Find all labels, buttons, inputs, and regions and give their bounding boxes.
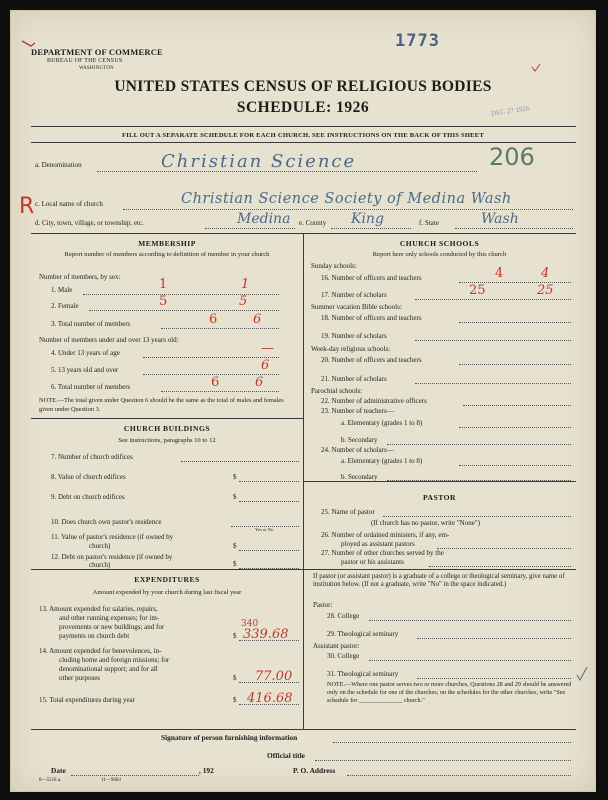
denomination-label: a. Denomination [35,161,82,169]
q24b-label: b. Secondary [341,473,378,481]
county-label: e. County [299,219,327,227]
q12-label-cont: church) [89,561,111,569]
denomination-code: 206 [489,143,535,171]
q6-total-value[interactable]: 6 [255,375,264,390]
schools-title: CHURCH SCHOOLS [399,239,480,248]
expenditures-title: EXPENDITURES [134,575,200,584]
checkmark-icon [576,666,588,682]
q14-label-line4: other purposes [59,674,101,682]
state-label: f. State [419,219,439,227]
church-name-value[interactable]: Christian Science Society of Medina Wash [181,191,512,207]
q18-label: 18. Number of officers and teachers [321,314,422,322]
weekday-schools-heading: Week-day religious schools: [311,345,391,353]
q16-label: 16. Number of officers and teachers [321,274,422,282]
q19-label: 19. Number of scholars [321,332,387,340]
q14-label-line2: cluding home and foreign missions; for [59,656,170,664]
q26-label: 26. Number of ordained ministers, if any, em- [321,531,450,539]
q13-value[interactable]: 339.68 [243,627,289,642]
q13-pencil: 340 [241,619,259,629]
q25-note: (If church has no pastor, write "None") [371,519,481,527]
bureau-name: BUREAU OF THE CENSUS [47,58,123,64]
q29-label: 29. Theological seminary [327,630,399,638]
q5-over13-value[interactable]: 6 [261,358,270,373]
signature-label: Signature of person furnishing information [161,733,298,742]
q3-total-value[interactable]: 6 [253,312,262,327]
q6-total-pencil: 6 [211,375,220,390]
summer-schools-heading: Summer vacation Bible schools: [311,303,402,311]
q8-value-label: 8. Value of church edifices [51,473,126,481]
q1-male-value[interactable]: 1 [241,277,250,292]
q17-value[interactable]: 25 [537,283,554,298]
city-label: d. City, town, village, or township, etc. [35,219,144,227]
q30-label: 30. College [327,652,360,660]
q20-label: 20. Number of officers and teachers [321,356,422,364]
pastor-subheading: Pastor: [313,601,333,609]
q13-label-line2: and other running expenses; for im- [59,614,160,622]
q23b-label: b. Secondary [341,436,378,444]
q4-under13-label: 4. Under 13 years of age [51,349,120,357]
date-label: Date [51,766,66,775]
schedule-title: SCHEDULE: 1926 [236,99,370,116]
q27-label-cont: pastor or his assistants [341,558,404,566]
census-schedule-sheet [10,10,596,792]
stamp-number: 1773 [395,31,440,51]
q16-pencil: 4 [495,266,504,281]
schools-subtitle: Report here only schools conducted by this church [372,251,507,258]
county-value[interactable]: King [351,211,384,227]
q3-total-pencil: 6 [209,312,218,327]
buildings-subtitle: See instructions, paragraphs 10 to 12 [118,437,216,444]
q15-dollar: $ [233,696,237,704]
q4-under13-value[interactable]: — [261,341,274,356]
q26-label-cont: ployed as assistant pastors [341,540,415,548]
q28-label: 28. College [327,612,360,620]
separate-schedule-instruction: FILL OUT A SEPARATE SCHEDULE FOR EACH CHURCH. SEE INSTRUCTIONS ON THE BACK OF THIS SHEET [122,132,484,139]
q1-male-pencil: 1 [159,277,168,292]
denomination-value[interactable]: Christian Science [161,151,357,172]
bureau-location: WASHINGTON [79,66,114,71]
q6-total-label: 6. Total number of members [51,383,131,391]
q10-residence-label: 10. Does church own pastor's residence [51,518,162,526]
q23a-label: a. Elementary (grades 1 to 8) [341,419,423,427]
po-address-label: P. O. Address [293,766,336,775]
q2-female-value[interactable]: 5 [239,294,248,309]
received-date-stamp: DEC 27 1926 [490,104,530,118]
q16-value[interactable]: 4 [541,266,550,281]
q3-total-label: 3. Total number of members [51,320,131,328]
q11-dollar: $ [233,542,237,550]
city-value[interactable]: Medina [237,211,291,227]
q1-male-label: 1. Male [51,286,73,294]
q27-label: 27. Number of other churches served by the [321,549,444,557]
q25-label: 25. Name of pastor [321,508,375,516]
q17-label: 17. Number of scholars [321,291,387,299]
q8-dollar: $ [233,473,237,481]
q13-label-line4: payments on church debt [59,632,130,640]
department-name: DEPARTMENT OF COMMERCE [31,47,163,57]
church-name-label: c. Local name of church [35,200,103,208]
q9-dollar: $ [233,493,237,501]
q14-value[interactable]: 77.00 [255,669,293,684]
pastor-final-note: NOTE.—Where one pastor serves two or more churches, Questions 28 and 29 should be answered only on the schedule for one of the churches; on the schedules for the other churches, write "See schedule for ______________ church." [327,681,572,704]
by-sex-heading: Number of members, by sex: [39,273,121,281]
assistant-pastor-subheading: Assistant pastor: [313,642,360,650]
official-title-label: Official title [267,751,305,760]
graduate-note: If pastor (or assistant pastor) is a graduate of a college or theological seminary, give name of institution below. (If not a graduate, write "No" in the space indicated.) [313,573,565,589]
q11-label: 11. Value of pastor's residence (if owned by [51,533,174,541]
q9-debt-label: 9. Debt on church edifices [51,493,125,501]
print-code: 11—9684 [101,778,121,783]
q15-value[interactable]: 416.68 [247,691,293,706]
q13-label: 13. Amount expended for salaries, repairs, [39,605,158,613]
parochial-schools-heading: Parochial schools: [311,387,363,395]
pastor-title: PASTOR [422,493,457,502]
q21-label: 21. Number of scholars [321,375,387,383]
q14-label-line3: denominational support; and for all [59,665,158,673]
form-code: 8—5518 a. [39,778,62,783]
red-r-mark: R [19,194,35,219]
q24a-label: a. Elementary (grades 1 to 8) [341,457,423,465]
age-heading: Number of members under and over 13 years old: [39,336,179,344]
q5-over13-label: 5. 13 years old and over [51,366,119,374]
q13-label-line3: provements or new buildings; and for [59,623,165,631]
checkmark-icon [531,63,541,73]
sunday-schools-heading: Sunday schools: [311,262,357,270]
membership-title: MEMBERSHIP [138,239,196,248]
q24-label: 24. Number of scholars— [321,446,394,454]
q17-pencil: 25 [469,283,486,298]
q13-dollar: $ [233,632,237,640]
q14-dollar: $ [233,674,237,682]
q14-label: 14. Amount expended for benevolences, in- [39,647,162,655]
state-value[interactable]: Wash [481,211,519,227]
membership-note: NOTE.—The total given under Question 6 should be the same as the total of males and females given under Question 3. [39,397,284,413]
q7-edifices-label: 7. Number of church edifices [51,453,133,461]
q12-dollar: $ [233,560,237,568]
q22-label: 22. Number of administrative officers [321,397,427,405]
q2-female-label: 2. Female [51,302,79,310]
yes-no-hint: Yes or No [255,527,274,532]
expenditures-subtitle: Amount expended by your church during last fiscal year [92,589,242,596]
census-title: UNITED STATES CENSUS OF RELIGIOUS BODIES [114,78,492,95]
membership-subtitle: Report number of members according to definition of member in your church [64,251,270,258]
q12-label: 12. Debt on pastor's residence (if owned by [51,553,173,561]
q2-female-pencil: 5 [159,294,168,309]
q15-label: 15. Total expenditures during year [39,696,135,704]
q31-label: 31. Theological seminary [327,670,399,678]
buildings-title: CHURCH BUILDINGS [123,424,211,433]
q11-label-cont: church) [89,542,111,550]
year-label: , 192 [199,766,214,775]
q23-label: 23. Number of teachers— [321,407,394,415]
